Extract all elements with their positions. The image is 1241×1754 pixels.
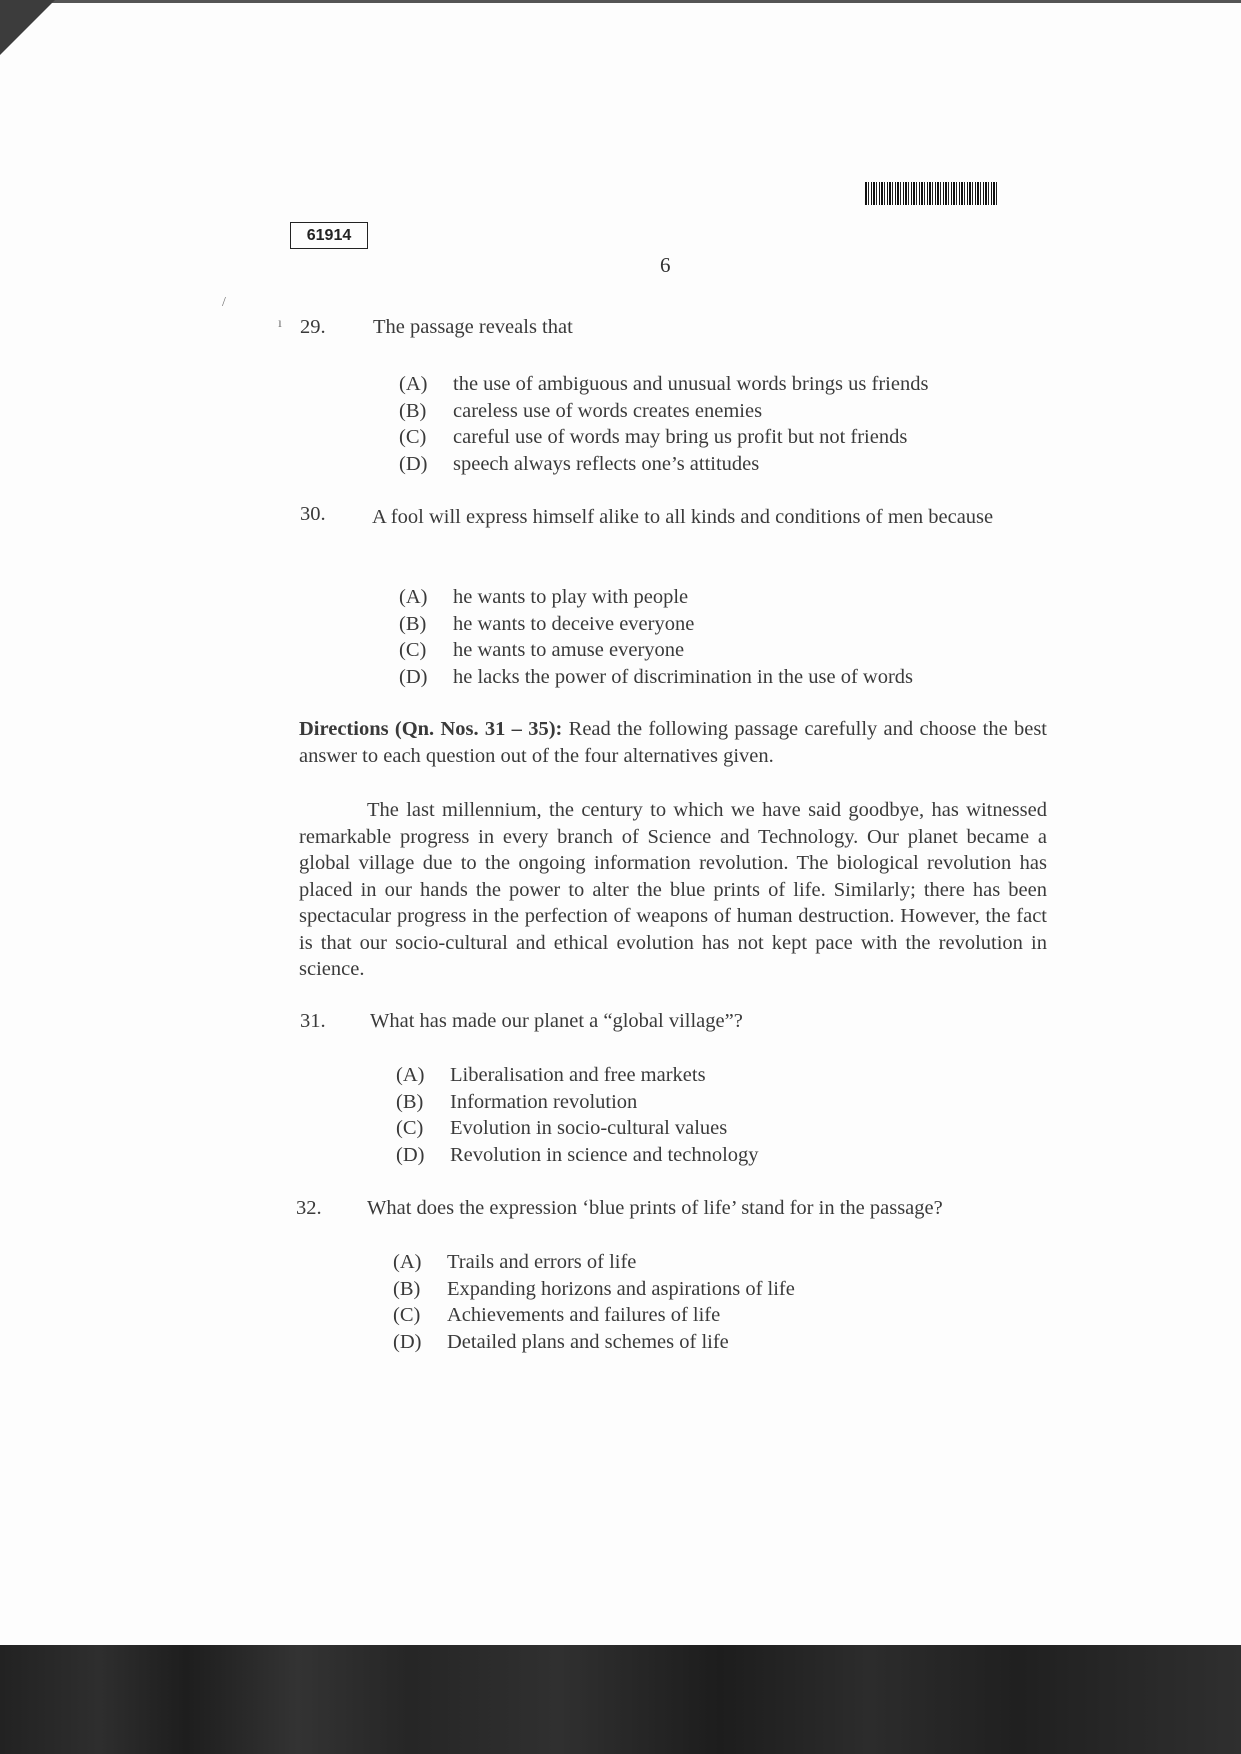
question-text: What does the expression ‘blue prints of life’ stand for in the passage? xyxy=(367,1197,943,1219)
directions-heading: Directions (Qn. Nos. 31 – 35): xyxy=(299,718,563,740)
passage-text: The last millennium, the century to which we have said goodbye, has witnessed remarkable progress in every branch of Science and Technology. Our planet became a global village due to the ongoing information revolution. The biological revolution has placed in our hands the power to alter the blue prints of life. Similarly; there has been spectacular progress in the perfection of weapons of human destruction. However, the fact is that our socio-cultural and ethical evolution has not kept pace with the revolution in science. xyxy=(299,799,1047,980)
question-number: 32. xyxy=(296,1197,322,1219)
option: (B) he wants to deceive everyone xyxy=(399,612,695,635)
question-text: A fool will express himself alike to all kinds and conditions of men because xyxy=(372,506,994,528)
paper-code-box: 61914 xyxy=(290,222,368,249)
directions-text: Read the following passage carefully and choose the best answer to each question out of the four alternatives given. xyxy=(299,718,1048,767)
option: (D) speech always reflects one’s attitudes xyxy=(399,452,760,475)
option: (A) Trails and errors of life xyxy=(393,1251,637,1273)
question-text: The passage reveals that xyxy=(373,316,573,338)
question-number: 30. xyxy=(300,503,326,525)
option: (A) Liberalisation and free markets xyxy=(396,1064,706,1086)
option: (B) Information revolution xyxy=(396,1090,638,1113)
stray-mark: / xyxy=(222,295,226,310)
option: (D) he lacks the power of discrimination in the use of words xyxy=(399,665,913,688)
option: (C) Evolution in socio-cultural values xyxy=(396,1117,728,1139)
page-number: 6 xyxy=(660,253,671,277)
stray-mark: ı xyxy=(278,316,282,331)
option: (B) Expanding horizons and aspirations of life xyxy=(393,1277,795,1300)
page-top-edge xyxy=(0,0,1241,3)
question-text: What has made our planet a “global village”? xyxy=(370,1010,743,1032)
option: (C) careful use of words may bring us profit but not friends xyxy=(399,426,908,448)
option: (A) the use of ambiguous and unusual words brings us friends xyxy=(399,373,929,395)
option: (A) he wants to play with people xyxy=(399,586,689,608)
barcode xyxy=(865,182,999,205)
option: (D) Detailed plans and schemes of life xyxy=(393,1330,729,1353)
question-number: 31. xyxy=(300,1010,326,1032)
option-list xyxy=(399,584,913,690)
scanner-bed-strip xyxy=(0,1645,1241,1754)
option: (C) he wants to amuse everyone xyxy=(399,639,685,661)
option-list xyxy=(396,1062,759,1168)
option: (B) careless use of words creates enemies xyxy=(399,399,763,422)
folded-corner xyxy=(0,0,55,55)
question-number: 29. xyxy=(300,316,326,338)
directions xyxy=(299,716,1047,769)
option: (D) Revolution in science and technology xyxy=(396,1143,759,1166)
reading-passage xyxy=(299,797,1047,983)
option: (C) Achievements and failures of life xyxy=(393,1304,721,1326)
option-list xyxy=(393,1249,795,1355)
option-list xyxy=(399,371,928,477)
